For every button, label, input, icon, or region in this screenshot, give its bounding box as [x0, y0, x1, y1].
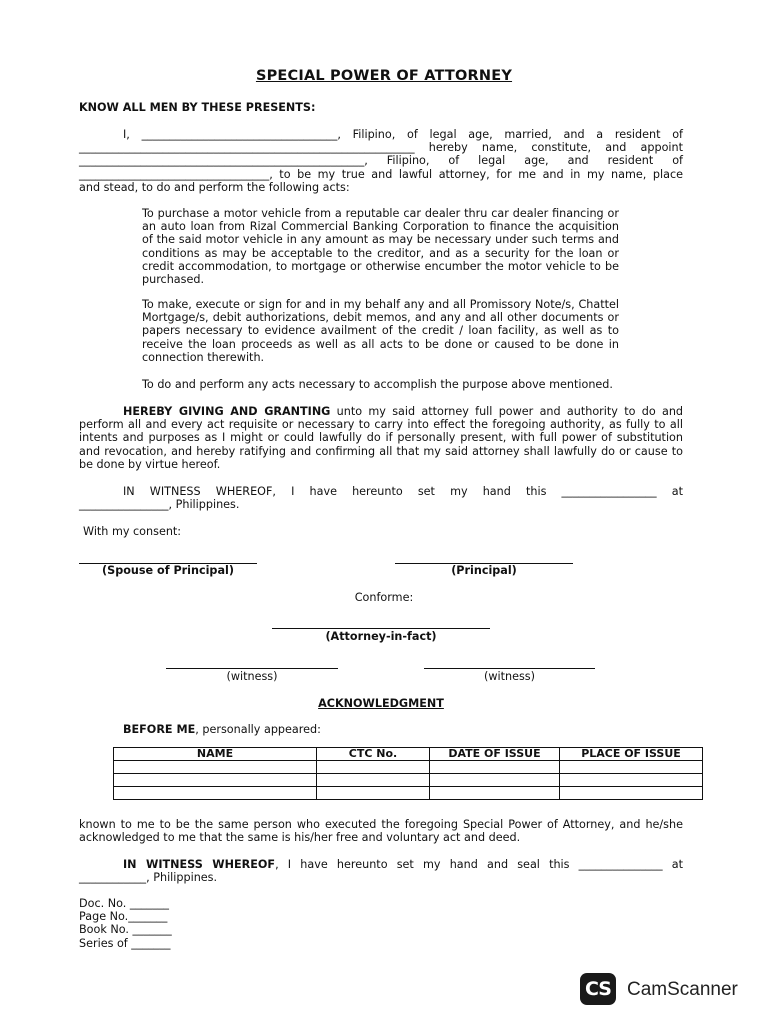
intro-line-3: ___________________________________________________, Filipino, of legal age, and resident of [79, 154, 683, 168]
conforme-label: Conforme: [354, 591, 414, 604]
header-place-of-issue: PLACE OF ISSUE [560, 748, 703, 761]
witness-seal-line-1 [79, 858, 683, 871]
intro-line-4: __________________________________, to be my true and lawful attorney, for me and in my name, place [79, 167, 683, 181]
table-row [114, 761, 703, 774]
table-cell [430, 761, 560, 774]
table-cell [114, 774, 317, 787]
table-cell [317, 761, 430, 774]
page-no: Page No._______ [79, 910, 168, 924]
before-me-text: , personally appeared: [195, 723, 321, 736]
witness-seal-lead: IN WITNESS WHEREOF [123, 858, 276, 871]
witness-seal-paragraph [79, 858, 683, 884]
appearance-table [113, 747, 703, 800]
book-no: Book No. _______ [79, 923, 172, 937]
witness-right-signature-line [424, 668, 595, 669]
table-cell [560, 774, 703, 787]
notary-block [79, 897, 172, 950]
header-name: NAME [114, 748, 317, 761]
intro-line-2: ____________________________________________________________ hereby name, constitute, and appoint [79, 141, 683, 155]
before-me-line [123, 723, 321, 736]
table-cell [317, 787, 430, 800]
header-ctc: CTC No. [317, 748, 430, 761]
act-purchase: To purchase a motor vehicle from a reputable car dealer thru car dealer financing or an auto loan from Rizal Commercial Banking Corporation to finance the acquisition of the said motor vehicle in any amount as may be necessary under such terms and conditions as may be acceptable to the creditor, and as a security for the loan or credit accommodation, to mortgage or otherwise encumber the motor vehicle to be purchased. [142, 207, 619, 287]
witness-seal-line-2: ____________, Philippines. [79, 871, 218, 885]
camscanner-logo-icon: CS [580, 973, 616, 1005]
act-execute-documents: To make, execute or sign for and in my behalf any and all Promissory Note/s, Chattel Mortgage/s, debit authorizations, debit memos, and any and all other documents or papers necessary to evidence availment of the credit / loan facility, as well as to receive the loan proceeds as well as all acts to be done or caused to be done in connection therewith. [142, 298, 619, 364]
doc-no: Doc. No. _______ [79, 897, 170, 910]
witness-left-label: (witness) [226, 670, 278, 683]
attorney-signature-line [272, 628, 490, 629]
consent-label: With my consent: [83, 525, 182, 538]
table-cell [317, 774, 430, 787]
witness-seal-text: , I have hereunto set my hand and seal this _______________ at [275, 858, 683, 871]
table-cell [114, 787, 317, 800]
known-paragraph: known to me to be the same person who executed the foregoing Special Power of Attorney, and he/she acknowledged to me that the same is his/her free and voluntary act and deed. [79, 818, 683, 845]
granting-paragraph [79, 405, 683, 471]
table-cell [430, 774, 560, 787]
before-me-lead: BEFORE ME [123, 723, 196, 736]
table-row [114, 774, 703, 787]
table-cell [560, 787, 703, 800]
granting-text: unto my said attorney full power and authority to do and perform all and every act requisite or necessary to carry into effect the foregoing authority, as fully to all intents and purposes as I might or could lawfully do if personally present, with full power of substitution and revocation, and hereby ratifying and confirming all that my said attorney shall lawfully do or cause to be done by virtue hereof. [79, 405, 684, 471]
intro-line-5: and stead, to do and perform the following acts: [79, 180, 350, 194]
intro-line-1: I, ___________________________________, Filipino, of legal age, married, and a resident of [123, 128, 683, 141]
attorney-label: (Attorney-in-fact) [325, 630, 437, 643]
spouse-label: (Spouse of Principal) [102, 564, 234, 577]
series-of: Series of _______ [79, 936, 171, 950]
witness-right-label: (witness) [483, 670, 535, 683]
table-cell [560, 761, 703, 774]
witness-left-signature-line [166, 668, 338, 669]
intro-paragraph [79, 128, 683, 194]
header-date-of-issue: DATE OF ISSUE [430, 748, 560, 761]
principal-label: (Principal) [451, 564, 517, 577]
know-all-heading: KNOW ALL MEN BY THESE PRESENTS: [79, 101, 316, 114]
table-cell [114, 761, 317, 774]
witness-line-2: ________________, Philippines. [79, 498, 240, 512]
acknowledgment-heading: ACKNOWLEDGMENT [318, 697, 444, 710]
act-general: To do and perform any acts necessary to accomplish the purpose above mentioned. [142, 378, 613, 391]
table-header-row [114, 748, 703, 761]
table-row [114, 787, 703, 800]
camscanner-brand: CamScanner [627, 979, 738, 1000]
granting-lead: HEREBY GIVING AND GRANTING [123, 405, 331, 418]
witness-line-1: IN WITNESS WHEREOF, I have hereunto set my hand this _________________ at [123, 485, 683, 498]
table-cell [430, 787, 560, 800]
document-title: SPECIAL POWER OF ATTORNEY [255, 68, 513, 84]
witness-paragraph [79, 485, 683, 511]
